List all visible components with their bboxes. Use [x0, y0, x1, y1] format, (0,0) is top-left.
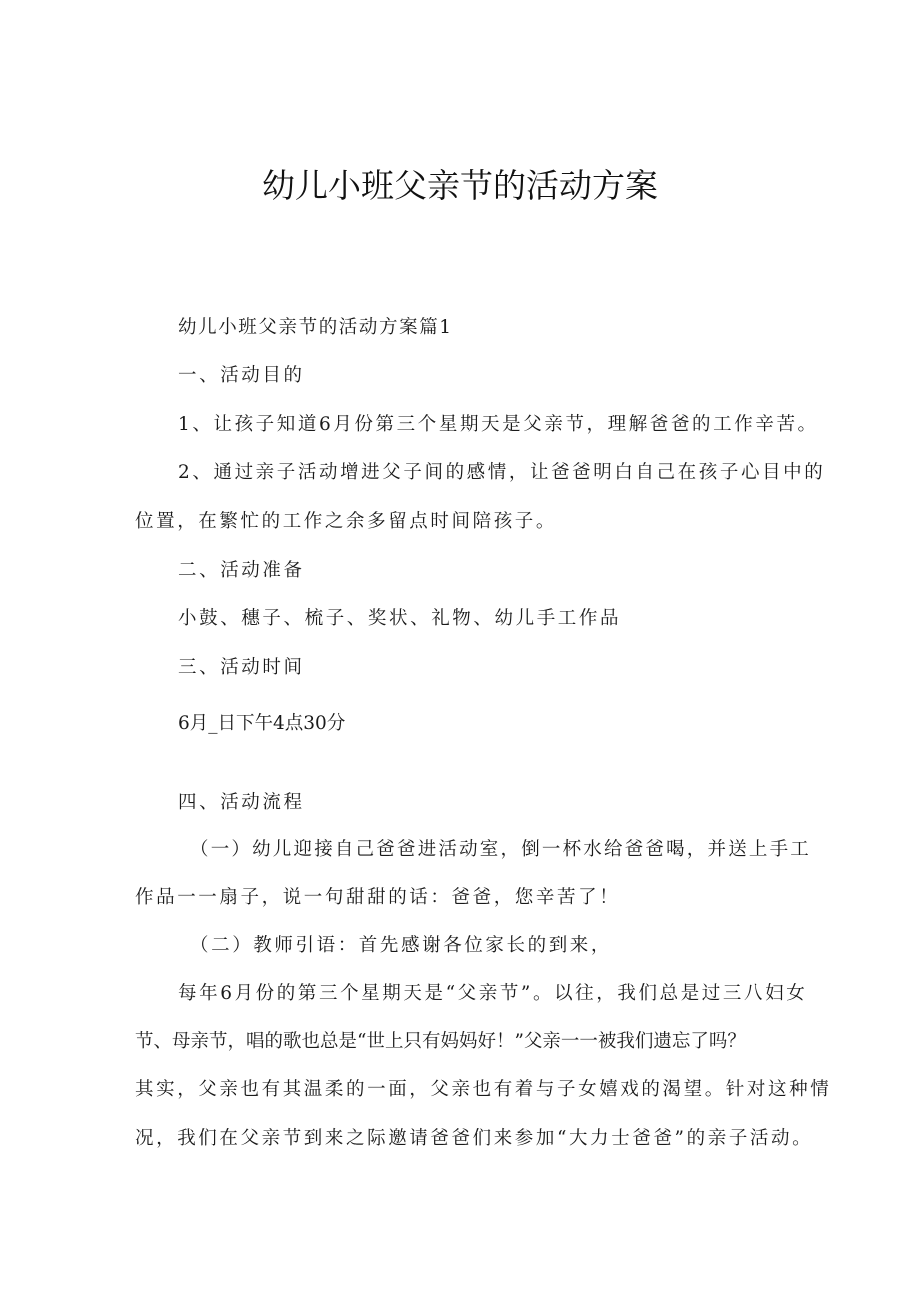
section-title-process: 四、活动流程 — [178, 792, 305, 813]
activity-time: 6月_日下午4点30分 — [178, 713, 346, 734]
section-title-purpose: 一、活动目的 — [178, 365, 305, 386]
section-heading: 幼儿小班父亲节的活动方案篇1 — [178, 317, 453, 338]
preparation-list: 小鼓、穗子、梳子、奖状、礼物、幼儿手工作品 — [178, 608, 622, 629]
purpose-item-2-line-1: 2、通过亲子活动增进父子间的感情，让爸爸明白自己在孩子心目中的 — [178, 462, 826, 483]
purpose-item-1: 1、让孩子知道6月份第三个星期天是父亲节，理解爸爸的工作辛苦。 — [178, 414, 819, 435]
process-paragraph-line-4: 况，我们在父亲节到来之际邀请爸爸们来参加“大力士爸爸”的亲子活动。 — [135, 1128, 814, 1149]
process-step-2: （二）教师引语：首先感谢各位家长的到来， — [190, 935, 613, 956]
process-step-1-line-2: 作品一一扇子，说一句甜甜的话：爸爸，您辛苦了！ — [135, 887, 621, 908]
purpose-item-2-line-2: 位置，在繁忙的工作之余多留点时间陪孩子。 — [135, 511, 558, 532]
section-title-time: 三、活动时间 — [178, 657, 305, 678]
section-title-preparation: 二、活动准备 — [178, 560, 305, 581]
process-step-1-line-1: （一）幼儿迎接自己爸爸进活动室，倒一杯水给爸爸喝，并送上手工 — [190, 839, 812, 860]
process-paragraph-line-3: 其实，父亲也有其温柔的一面，父亲也有着与子女嬉戏的渴望。针对这种情 — [135, 1079, 832, 1100]
document-title: 幼儿小班父亲节的活动方案 — [262, 166, 658, 205]
process-paragraph-line-2: 节、母亲节，唱的歌也总是“世上只有妈妈好！”父亲一一被我们遗忘了吗？ — [135, 1031, 746, 1052]
process-paragraph-line-1: 每年6月份的第三个星期天是“父亲节”。以往，我们总是过三八妇女 — [178, 983, 808, 1004]
